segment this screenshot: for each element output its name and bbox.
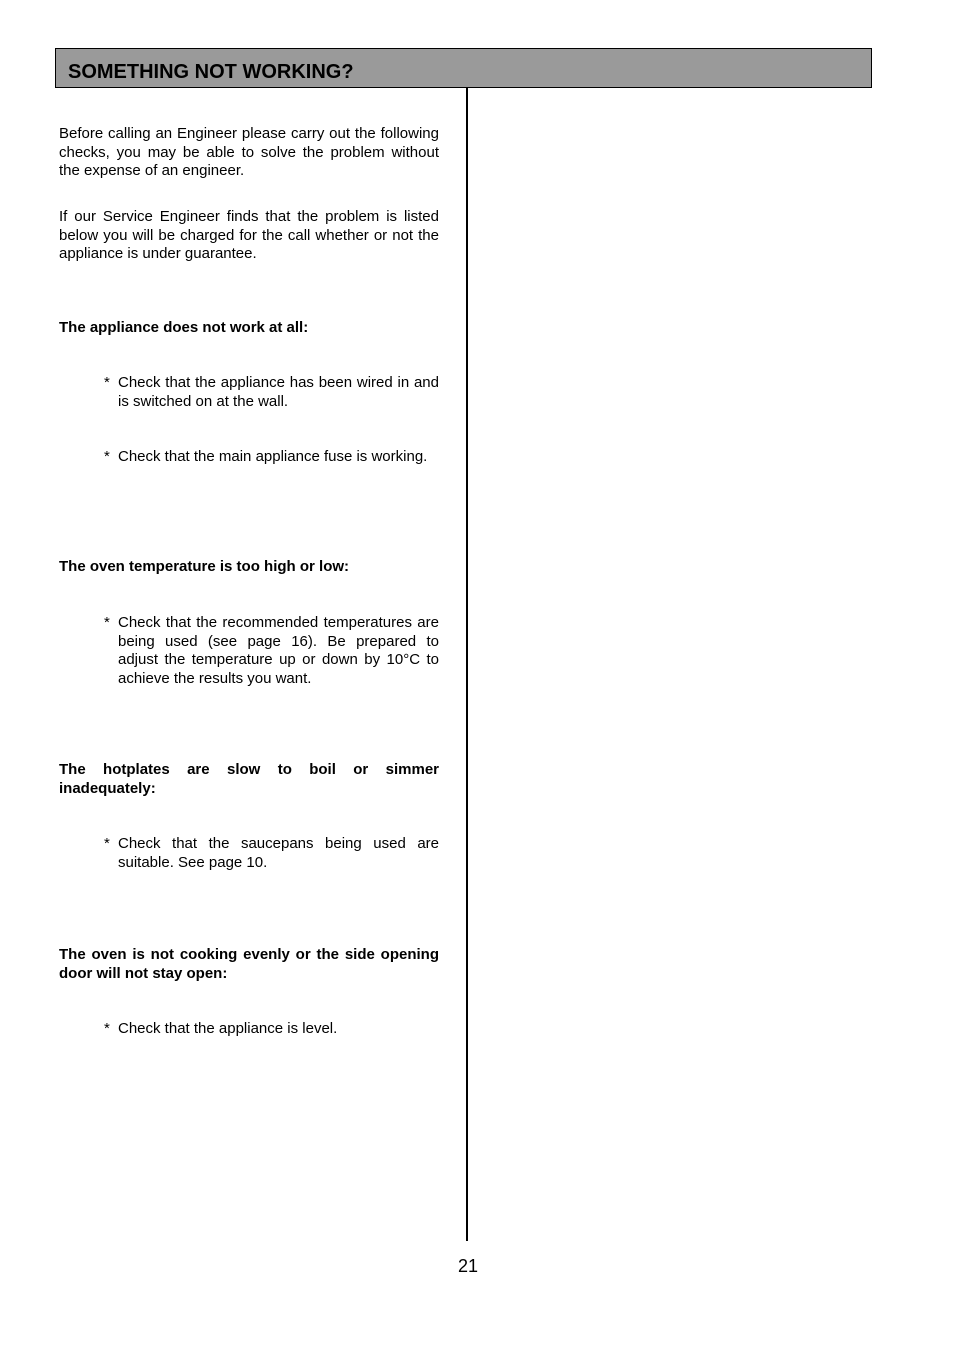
section-heading: The oven is not cooking evenly or the side opening door will not stay open: <box>59 946 439 982</box>
bullet-marker: * <box>104 614 110 631</box>
list-item-text: Check that the appliance is level. <box>118 1020 338 1037</box>
bullet-marker: * <box>104 835 110 852</box>
list-item <box>104 835 439 872</box>
list-item <box>104 614 439 688</box>
page-number: 21 <box>457 1256 479 1276</box>
list-item <box>104 1020 439 1039</box>
bullet-marker: * <box>104 1020 110 1037</box>
bullet-marker: * <box>104 448 110 465</box>
intro-paragraph: If our Service Engineer finds that the problem is listed below you will be charged for the call whether or not the appliance is under guarantee. <box>59 208 439 262</box>
column-divider <box>466 88 468 1241</box>
intro-paragraph: Before calling an Engineer please carry out the following checks, you may be able to solve the problem without the expense of an engineer. <box>59 125 439 179</box>
list-item <box>104 374 439 411</box>
list-item <box>104 448 439 467</box>
section-heading: The hotplates are slow to boil or simmer inadequately: <box>59 761 439 797</box>
section-header-bar <box>55 48 872 88</box>
list-item-text: Check that the appliance has been wired in and is switched on at the wall. <box>118 374 439 410</box>
bullet-marker: * <box>104 374 110 391</box>
list-item-text: Check that the recommended temperatures are being used (see page 16). Be prepared to adjust the temperature up or down by 10°C to achieve the results you want. <box>118 614 439 687</box>
list-item-text: Check that the main appliance fuse is working. <box>118 448 428 465</box>
section-heading: The oven temperature is too high or low: <box>59 558 350 575</box>
page-title: SOMETHING NOT WORKING? <box>68 61 354 83</box>
section-heading: The appliance does not work at all: <box>59 319 309 336</box>
list-item-text: Check that the saucepans being used are suitable. See page 10. <box>118 835 439 871</box>
